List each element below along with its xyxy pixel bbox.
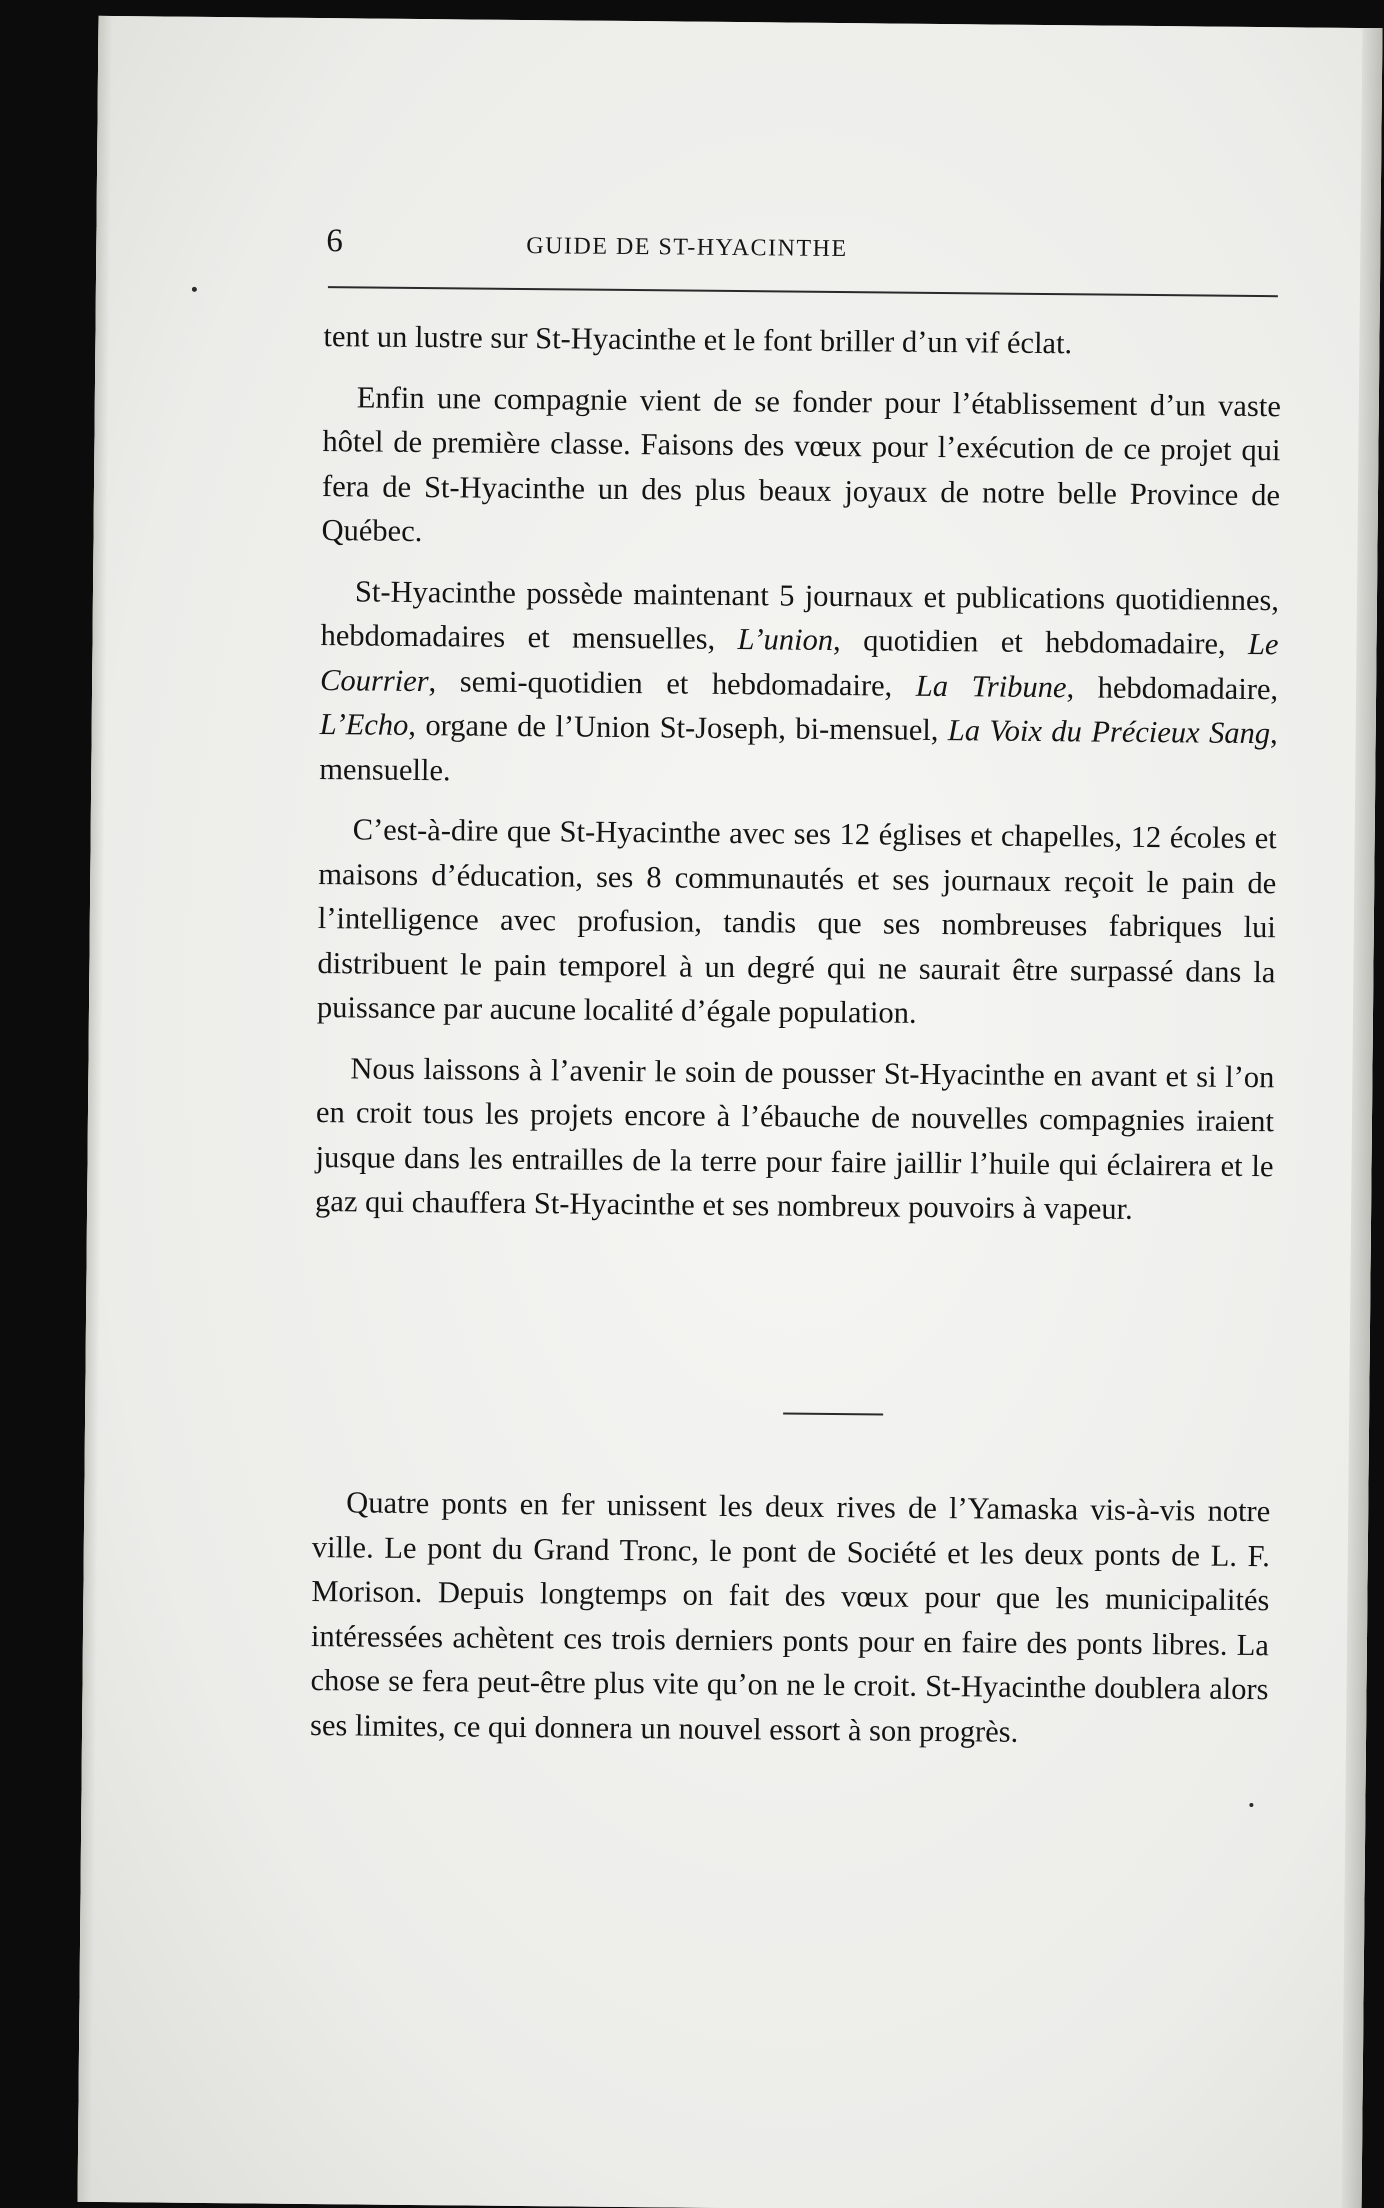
- running-head: GUIDE DE ST-HYACINTHE: [526, 233, 848, 263]
- section-separator: [783, 1413, 883, 1416]
- text-run: , quotidien et hebdomadaire,: [832, 622, 1249, 661]
- paragraph-churches: C’est-à-dire que St-Hyacinthe avec ses 12 églises et chapelles, 12 écoles et maisons d’éducation, ses 8 communautés et ses journaux reçoit le pain de l’intelligence avec profusion, tandis que ses nombreuses fabriques lui distribuent le pain temporel à un degré qui ne saurait être surpassé dans la puissance par aucune localité d’égale population.: [316, 812, 1277, 1030]
- newspaper-title-le-courrier: Le Courrier: [319, 626, 1279, 698]
- text-run: , organe de l’Union St-Joseph, bi-mensuel,: [408, 707, 949, 748]
- page-right-edge: [1341, 28, 1382, 2208]
- scan-speck: [1249, 1803, 1253, 1807]
- newspaper-title-la-tribune: La Tribune: [915, 668, 1067, 704]
- text-run: , hebdomadaire,: [1066, 669, 1279, 706]
- page-number: 6: [326, 223, 344, 260]
- page-left-shadow: [78, 16, 113, 2202]
- body-text-bottom: [310, 1480, 1271, 1772]
- text-run: , mensuelle.: [319, 716, 1278, 787]
- newspaper-title-lunion: L’union: [737, 622, 834, 657]
- newspaper-title-la-voix: La Voix du Précieux Sang: [947, 713, 1271, 751]
- paragraph-bridges: Quatre ponts en fer unissent les deux rives de l’Yamaska vis-à-vis notre ville. Le pont du Grand Tronc, le pont de Société et les deux ponts de L. F. Morison. Depuis longtemps on fait des vœux pour que les municipalités intéressées achètent ces trois derniers ponts pour en faire des ponts libres. La chose se fera peut-être plus vite qu’on ne le croit. St-Hyacinthe doublera alors ses limites, ce qui donnera un nouvel essort à son progrès.: [309, 1485, 1271, 1749]
- book-page: [78, 16, 1383, 2208]
- text-run: St-Hyacinthe possède maintenant 5 journaux et publications quotidiennes, hebdomadaires et mensuelles,: [320, 573, 1280, 657]
- paragraph-future: Nous laissons à l’avenir le soin de pousser St-Hyacinthe en avant et si l’on en croit tous les projets encore à l’ébauche de nouvelles compagnies iraient jusque dans les entrailles de la terre pour faire jaillir l’huile qui éclairera et le gaz qui chauffera St-Hyacinthe et ses nombreux pouvoirs à vapeur.: [314, 1050, 1275, 1226]
- paragraph-continuation: tent un lustre sur St-Hyacinthe et le font briller d’un vif éclat.: [323, 319, 1073, 361]
- page-header: [326, 223, 1326, 283]
- body-text-top: [315, 314, 1282, 1249]
- header-rule: [328, 286, 1278, 297]
- scan-speck: [192, 287, 197, 292]
- paragraph-newspapers: [319, 569, 1279, 801]
- paragraph-hotel: Enfin une compagnie vient de se fonder pour l’établissement d’un vaste hôtel de première classe. Faisons des vœux pour l’exécution de ce projet qui fera de St-Hyacinthe un des plus beaux joyaux de notre belle Province de Québec.: [321, 379, 1281, 549]
- text-run: , semi-quotidien et hebdomadaire,: [428, 663, 917, 703]
- newspaper-title-lecho: L’Echo: [319, 707, 409, 742]
